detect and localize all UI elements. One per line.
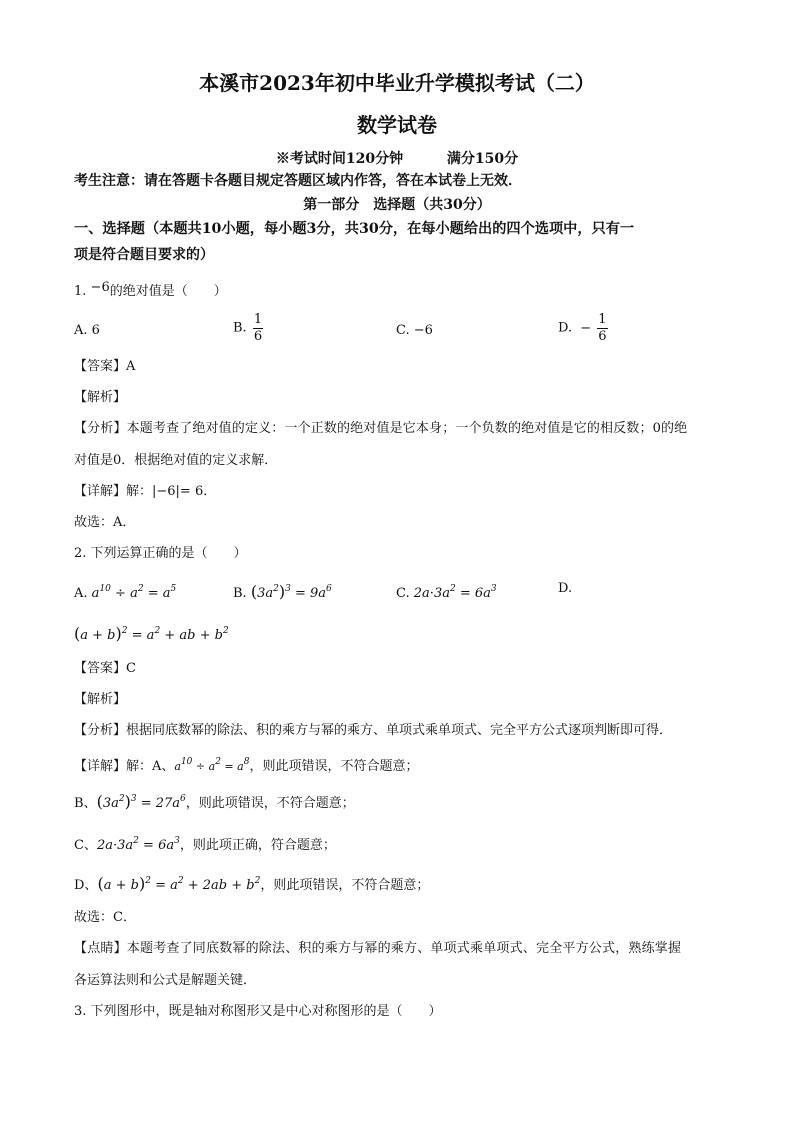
q2-option-d-formula: $(a + b)^2 = a^2$ + ab + $b^2$ bbox=[74, 624, 229, 643]
q2-detail-d-prefix: D、 bbox=[74, 878, 98, 893]
q2-detail-b-tail: ，则此项错误，不符合题意； bbox=[185, 796, 355, 811]
q1-detail: 【详解】解：|−6|= 6． bbox=[74, 484, 217, 499]
fraction-numerator: 1 bbox=[598, 312, 607, 327]
question-1-stem bbox=[74, 280, 227, 301]
q2-option-a-label: A. bbox=[74, 586, 88, 601]
q2-option-b-formula: $(3a^2)^3 = 9a^6$ bbox=[250, 582, 332, 601]
q1-option-b bbox=[233, 312, 265, 345]
q1-option-b-fraction bbox=[253, 312, 263, 345]
q2-detail-d-tail: ，则此项错误，不符合题意； bbox=[260, 878, 430, 893]
q2-analysis-heading: 【解析】 bbox=[74, 692, 127, 707]
q1-option-d bbox=[558, 312, 610, 345]
q2-fenxi: 【分析】根据同底数幂的除法、积的乘方与幂的乘方、单项式乘单项式、完全平方公式逐项判断即可得． bbox=[74, 723, 673, 738]
exam-subtitle: 数学试卷 bbox=[357, 113, 437, 137]
q2-option-b bbox=[233, 580, 332, 603]
question-3-stem: 3. 下列图形中，既是轴对称图形又是中心对称图形的是（ ） bbox=[74, 1004, 442, 1019]
q2-option-a-formula: $a^{10} \div a^2 = a^5$ bbox=[91, 584, 177, 601]
q1-fenxi-line-1: 【分析】本题考查了绝对值的定义：一个正数的绝对值是它本身；一个负数的绝对值是它的相反数；0的绝 bbox=[74, 421, 688, 436]
q2-detail-d-formula: $(a + b)^2 = a^2 + 2ab + b^2$ bbox=[97, 874, 261, 893]
q2-option-d bbox=[558, 580, 572, 598]
exam-time-score bbox=[0, 150, 794, 168]
question-2-stem: 2. 下列运算正确的是（ ） bbox=[74, 546, 247, 561]
section-intro-line-1: 一、选择题（本题共10小题，每小题3分，共30分，在每小题给出的四个选项中，只有一 bbox=[74, 221, 635, 237]
question-1-value: −6 bbox=[90, 280, 110, 295]
q2-detail-a-formula: $a^{10} \div a^2 = a^8$ bbox=[174, 757, 250, 773]
q1-option-a: A. 6 bbox=[74, 323, 100, 338]
q2-detail-b bbox=[74, 790, 355, 813]
q2-dianjing-line-2: 各运算法则和公式是解题关键． bbox=[74, 973, 257, 988]
q2-detail-prefix: 【详解】解：A、 bbox=[74, 759, 175, 774]
q2-detail-a bbox=[74, 753, 418, 776]
q2-option-a bbox=[74, 580, 176, 603]
exam-title: 本溪市2023年初中毕业升学模拟考试（二） bbox=[199, 71, 595, 95]
section-intro-line-2: 项是符合题目要求的） bbox=[74, 247, 214, 263]
part-title: 第一部分 选择题（共30分） bbox=[303, 197, 491, 213]
q2-answer: 【答案】C bbox=[74, 661, 136, 676]
q2-choose: 故选：C． bbox=[74, 910, 136, 925]
q2-dianjing-line-1: 【点睛】本题考查了同底数幂的除法、积的乘方与幂的乘方、单项式乘单项式、完全平方公式，熟练掌握 bbox=[74, 941, 682, 956]
q1-option-c: C. −6 bbox=[396, 323, 433, 338]
q2-option-c bbox=[396, 580, 497, 603]
q2-option-b-label: B. bbox=[233, 586, 247, 601]
question-1-number: 1. bbox=[74, 284, 87, 299]
score-info: 满分150分 bbox=[446, 151, 519, 167]
fraction-numerator: 1 bbox=[253, 312, 263, 327]
q1-analysis-heading: 【解析】 bbox=[74, 390, 127, 405]
q1-choose: 故选：A． bbox=[74, 515, 136, 530]
fraction-denominator: 6 bbox=[253, 329, 263, 344]
q2-detail-c bbox=[74, 832, 336, 855]
q1-option-d-fraction bbox=[597, 312, 607, 345]
q1-option-b-label: B. bbox=[233, 320, 247, 336]
q1-option-d-sign: − bbox=[580, 320, 592, 336]
q2-detail-c-prefix: C、 bbox=[74, 838, 97, 853]
q2-option-d-label: D. bbox=[558, 581, 573, 596]
fraction-denominator: 6 bbox=[598, 329, 607, 344]
q2-detail-b-formula: $(3a^2)^3 = 27a^6$ bbox=[96, 792, 186, 811]
q2-detail-d bbox=[74, 872, 429, 895]
q2-option-c-formula: $2a\cdot 3a^2 = 6a^3$ bbox=[413, 584, 497, 601]
q2-option-c-label: C. bbox=[396, 586, 410, 601]
question-1-text: 的绝对值是（ ） bbox=[109, 284, 227, 299]
q2-detail-b-prefix: B、 bbox=[74, 796, 97, 811]
time-info: ※考试时间120分钟 bbox=[275, 151, 404, 167]
q1-answer: 【答案】A bbox=[74, 359, 136, 374]
q2-detail-c-formula: $2a\cdot 3a^2 = 6a^3$ bbox=[96, 836, 180, 853]
q2-detail-c-tail: ，则此项正确，符合题意； bbox=[179, 838, 336, 853]
q1-option-d-label: D. bbox=[558, 320, 573, 336]
exam-notice: 考生注意：请在答题卡各题目规定答题区域内作答，答在本试卷上无效． bbox=[74, 173, 522, 189]
q2-detail-a-tail: ，则此项错误，不符合题意； bbox=[249, 759, 419, 774]
q1-fenxi-line-2: 对值是0．根据绝对值的定义求解． bbox=[74, 453, 278, 468]
